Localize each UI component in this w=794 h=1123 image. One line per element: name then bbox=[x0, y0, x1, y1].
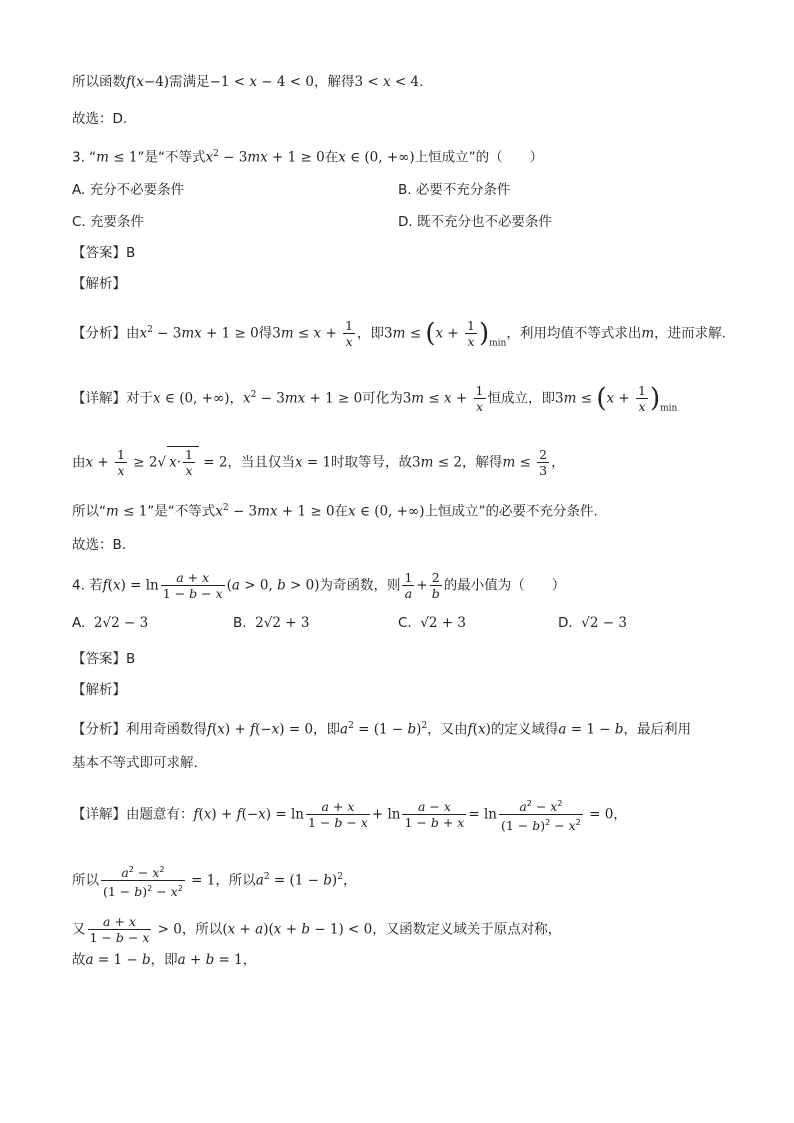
text-line-you: 由x + $\frac{1}{x}$ ≥ 2√ x· $\frac{1}{x}$ = 2，当且仅当x = 1时取等号，故3m ≤ 2，解得m ≤ $\frac{2}{3}$ ， bbox=[72, 447, 565, 478]
text: ，最后利用 bbox=[623, 721, 691, 738]
text: ，又由 bbox=[427, 721, 468, 738]
suoyi-4: 所以 $\frac{a^2 - x^2}{(1 - b)^2 - x^2}$ = 1，所以$a^2 = (1 - b)^2$， bbox=[72, 862, 356, 899]
text: 又 bbox=[72, 921, 86, 938]
text: 上恒成立”的必要不充分条件. bbox=[424, 503, 598, 520]
text: 得 bbox=[258, 325, 273, 342]
text: D. bbox=[558, 615, 573, 631]
text: 上恒成立”的（ ） bbox=[414, 149, 544, 166]
xiangjie-3: 【详解】对于x ∈ (0, +∞)，$x^2 - 3mx + 1 \ge 0$可化为3m ≤ x + $\frac{1}{x}$ 恒成立，即3m ≤ (x + $\frac{1}{x}$ )$_{min}$ bbox=[72, 383, 678, 414]
text: ， bbox=[551, 454, 565, 471]
text: ，进而求解. bbox=[654, 325, 726, 342]
text: 需满足 bbox=[169, 74, 210, 90]
text: 所以 bbox=[72, 872, 99, 889]
text: 由 bbox=[72, 454, 86, 471]
text: 【分析】利用奇函数得 bbox=[72, 721, 207, 738]
text: 【详解】由题意有： bbox=[72, 806, 194, 823]
text-line-suoyi: 所以“m ≤ 1”是“不等式$x^2 - 3mx + 1 \ge 0$在x ∈ (0, +∞)上恒成立”的必要不充分条件. bbox=[72, 503, 598, 520]
fenxi-4: 【分析】利用奇函数得f(x) + f(−x) = 0，即$a^2 = (1 - b)^2$，又由f(x)的定义域得a = 1 − b，最后利用 bbox=[72, 721, 691, 738]
text-line-xuan: 故选：B. bbox=[72, 537, 127, 553]
text: ，当且仅当 bbox=[227, 454, 295, 471]
text: ”是“不等式 bbox=[137, 149, 206, 166]
text: ，即 bbox=[150, 952, 178, 968]
text: ， bbox=[242, 952, 257, 968]
analysis-4: 【解析】 bbox=[72, 682, 126, 698]
text: 所以“ bbox=[72, 503, 106, 520]
option-4d: D. √2 − 3 bbox=[558, 615, 627, 631]
option-4a: A. 2√2 − 3 bbox=[72, 615, 149, 631]
option-4b: B. 2√2 + 3 bbox=[233, 615, 310, 631]
text: 恒成立，即 bbox=[487, 390, 555, 407]
option-a: A. 充分不必要条件 bbox=[72, 182, 185, 198]
text: A. bbox=[72, 615, 86, 631]
analysis-3: 【解析】 bbox=[72, 276, 126, 292]
xiangjie-4: 【详解】由题意有：f(x) + f(−x) = ln $\frac{a + x}{1 - b - x}$ + ln $\frac{a - x}{1 - b + x}$ = ln $\frac{a^2 - x^2}{(1 - b)^2 - x^2}$ = 0， bbox=[72, 796, 627, 833]
option-c: C. 充要条件 bbox=[72, 214, 145, 230]
text: 时取等号，故 bbox=[331, 454, 413, 471]
text: 的定义域得 bbox=[490, 721, 559, 738]
text: ，即 bbox=[357, 325, 385, 342]
text: 4. 若 bbox=[72, 577, 103, 594]
text: ”是“不等式 bbox=[147, 503, 216, 520]
option-b: B. 必要不充分条件 bbox=[398, 182, 511, 198]
text: 【分析】由 bbox=[72, 325, 140, 342]
option-d: D. 既不充分也不必要条件 bbox=[398, 214, 552, 230]
text: 所以函数 bbox=[72, 74, 126, 90]
text: B. bbox=[233, 615, 247, 631]
question-4: 4. 若f(x) = ln $\frac{a + x}{1 - b - x}$ (a > 0, b > 0)为奇函数，则 $\frac{1}{a}$ + $\frac{2}{b}$ 的最小值为（ ） bbox=[72, 570, 566, 601]
text: ，又函数定义域关于原点对称， bbox=[372, 921, 562, 938]
question-3: 3. “m ≤ 1”是“不等式$x^2 - 3mx + 1 \ge 0$在x ∈ (0, +∞)上恒成立”的（ ） bbox=[72, 149, 544, 166]
text: ， bbox=[229, 390, 243, 407]
text-line-1: 所以函数f(x−4)需满足−1 < x − 4 < 0，解得3 < x < 4. bbox=[72, 74, 424, 90]
text: ，解得 bbox=[313, 74, 355, 90]
text: ，所以 bbox=[215, 872, 256, 889]
option-4c: C. √2 + 3 bbox=[398, 615, 466, 631]
fenxi-4-cont: 基本不等式即可求解. bbox=[72, 755, 198, 771]
text: 故 bbox=[72, 952, 86, 968]
text: 【详解】对于 bbox=[72, 390, 153, 407]
text: ，解得 bbox=[461, 454, 503, 471]
text: 在 bbox=[324, 149, 339, 166]
text: 的最小值为（ ） bbox=[443, 577, 566, 594]
answer-4: 【答案】B bbox=[72, 651, 136, 667]
text: 为奇函数，则 bbox=[319, 577, 401, 594]
answer-3: 【答案】B bbox=[72, 245, 136, 261]
text: ，利用均值不等式求出 bbox=[506, 325, 642, 342]
text: C. bbox=[398, 615, 412, 631]
you-4: 又 $\frac{a + x}{1 - b - x}$ > 0，所以(x + a)(x + b − 1) < 0，又函数定义域关于原点对称， bbox=[72, 914, 562, 945]
text: ，即 bbox=[313, 721, 341, 738]
text: 3. “ bbox=[72, 149, 97, 166]
text-line-2: 故选：D. bbox=[72, 111, 128, 127]
text: 在 bbox=[334, 503, 349, 520]
fenxi-3: 【分析】由$x^2 - 3mx + 1 \ge 0$得3m ≤ x + $\frac{1}{x}$ ，即3m ≤ (x + $\frac{1}{x}$ )$_{min}$，利用均值不等式求出m，进而求解. bbox=[72, 318, 726, 349]
text: ，所以 bbox=[181, 921, 223, 938]
text: 可化为 bbox=[362, 390, 403, 407]
gu-4: 故a = 1 − b，即a + b = 1， bbox=[72, 952, 257, 968]
